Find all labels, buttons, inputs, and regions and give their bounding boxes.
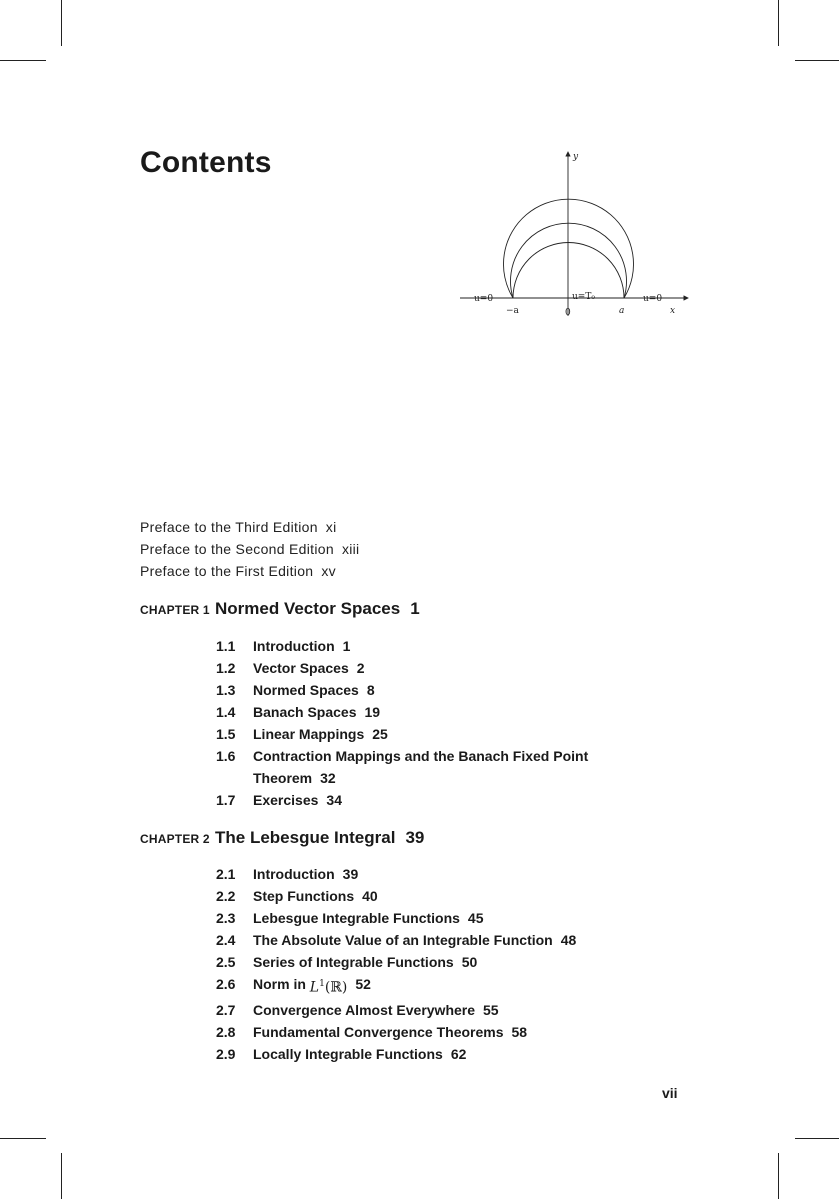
outer-arc: [504, 199, 634, 298]
preface-page: xv: [321, 563, 336, 579]
section-page: 25: [372, 726, 388, 742]
section-entry[interactable]: [216, 723, 633, 745]
page-number: vii: [662, 1085, 678, 1101]
preface-title: Preface to the Third Edition: [140, 519, 318, 535]
crop-mark: [0, 1138, 46, 1139]
section-number: 1.1: [216, 638, 236, 654]
math-argument: (ℝ): [324, 979, 348, 996]
section-title: Vector Spaces: [253, 660, 349, 676]
preface-page: xiii: [341, 541, 360, 557]
page-title: Contents: [140, 146, 272, 179]
section-entry[interactable]: [216, 885, 576, 907]
section-entry[interactable]: [216, 745, 633, 789]
section-entry[interactable]: [216, 1043, 576, 1065]
section-page: 34: [326, 792, 342, 808]
section-page: 55: [483, 1001, 499, 1018]
section-number: 2.4: [216, 932, 236, 948]
math-expression: [310, 973, 348, 999]
preface-title: Preface to the First Edition: [140, 563, 314, 579]
section-number: 2.3: [216, 910, 236, 926]
origin-label: 0: [565, 308, 571, 318]
chapter-heading[interactable]: [140, 828, 424, 848]
x-axis-label: x: [670, 306, 676, 316]
section-number: 2.8: [216, 1023, 236, 1040]
section-number: 2.2: [216, 888, 236, 904]
preface-entry[interactable]: [140, 538, 359, 560]
math-superscript: 1: [319, 979, 325, 989]
section-page: 45: [467, 910, 484, 926]
section-number: 1.2: [216, 660, 236, 676]
section-title: Step Functions: [253, 888, 355, 904]
section-list: [216, 635, 633, 811]
section-title: Normed Spaces: [253, 682, 359, 698]
section-number: 2.5: [216, 954, 236, 970]
section-entry[interactable]: [216, 951, 576, 973]
center-boundary-label: u=T₀: [572, 292, 595, 302]
section-page: 39: [342, 866, 359, 882]
section-entry[interactable]: [216, 907, 576, 929]
section-entry[interactable]: [216, 657, 633, 679]
preface-entry[interactable]: [140, 516, 359, 538]
chapter-page: 39: [405, 828, 425, 847]
crop-mark: [795, 60, 839, 61]
preface-title: Preface to the Second Edition: [140, 541, 334, 557]
section-list: [216, 863, 576, 1065]
chapter-title: Normed Vector Spaces: [215, 599, 401, 618]
section-title: Exercises: [253, 792, 319, 808]
section-entry[interactable]: [216, 863, 576, 885]
chapter-heading[interactable]: [140, 599, 420, 619]
section-entry[interactable]: [216, 973, 576, 999]
section-title: Introduction: [253, 638, 335, 654]
section-entry[interactable]: [216, 789, 633, 811]
section-title: Banach Spaces: [253, 704, 357, 720]
section-title: Linear Mappings: [253, 726, 365, 742]
section-number: 1.4: [216, 704, 236, 720]
chapter-label: CHAPTER 1: [140, 603, 210, 617]
section-page: 32: [320, 770, 336, 786]
section-title: Introduction: [253, 866, 335, 882]
math-symbol: L: [309, 979, 320, 996]
section-entry[interactable]: [216, 999, 576, 1021]
section-page: 1: [342, 638, 351, 654]
section-page: 19: [364, 704, 381, 720]
section-entry[interactable]: [216, 929, 576, 951]
section-number: 2.1: [216, 866, 236, 882]
section-title: Series of Integrable Functions: [253, 954, 454, 970]
pos-a-label: a: [619, 306, 625, 316]
section-page: 40: [362, 888, 378, 904]
section-title: The Absolute Value of an Integrable Function: [253, 932, 553, 948]
crop-mark: [778, 0, 779, 46]
crop-mark: [778, 1153, 779, 1199]
chapter-label: CHAPTER 2: [140, 832, 210, 846]
section-page: 52: [355, 976, 371, 992]
section-page: 58: [511, 1023, 528, 1040]
chapter-title: The Lebesgue Integral: [215, 828, 396, 847]
chapter-page: 1: [410, 599, 420, 618]
crop-mark: [795, 1138, 839, 1139]
preface-list: [140, 516, 359, 582]
section-title-wrapped: [253, 745, 633, 789]
section-number: 1.5: [216, 726, 236, 742]
section-title: Lebesgue Integrable Functions: [253, 910, 460, 926]
section-entry[interactable]: [216, 679, 633, 701]
section-number: 2.6: [216, 976, 236, 992]
semicircle-diagram: [458, 146, 694, 318]
section-page: 62: [450, 1045, 467, 1062]
crop-mark: [0, 60, 46, 61]
section-title-continuation: Theorem: [253, 770, 313, 786]
section-entry[interactable]: [216, 1021, 576, 1043]
section-number: 2.9: [216, 1045, 236, 1062]
section-number: 1.3: [216, 682, 236, 698]
section-entry[interactable]: [216, 701, 633, 723]
section-page: 8: [366, 682, 375, 698]
preface-page: xi: [325, 519, 337, 535]
section-title: Norm in: [253, 976, 306, 992]
section-page: 50: [461, 954, 478, 970]
section-page: 2: [356, 660, 365, 676]
y-axis-label: y: [573, 152, 579, 162]
section-number: 1.6: [216, 748, 236, 764]
crop-mark: [61, 0, 62, 46]
section-number: 1.7: [216, 792, 236, 808]
neg-a-label: −a: [506, 306, 519, 316]
crop-mark: [61, 1153, 62, 1199]
section-title: Fundamental Convergence Theorems: [253, 1023, 504, 1040]
section-title: Contraction Mappings and the Banach Fixed Point: [253, 748, 589, 764]
inner-arc: [513, 243, 624, 299]
preface-entry[interactable]: [140, 560, 359, 582]
section-title: Convergence Almost Everywhere: [253, 1001, 476, 1018]
section-entry[interactable]: [216, 635, 633, 657]
section-number: 2.7: [216, 1001, 236, 1018]
right-boundary-label: u=0: [643, 294, 663, 304]
section-page: 48: [560, 932, 577, 948]
section-title: Locally Integrable Functions: [253, 1045, 443, 1062]
left-boundary-label: u=0: [474, 294, 494, 304]
